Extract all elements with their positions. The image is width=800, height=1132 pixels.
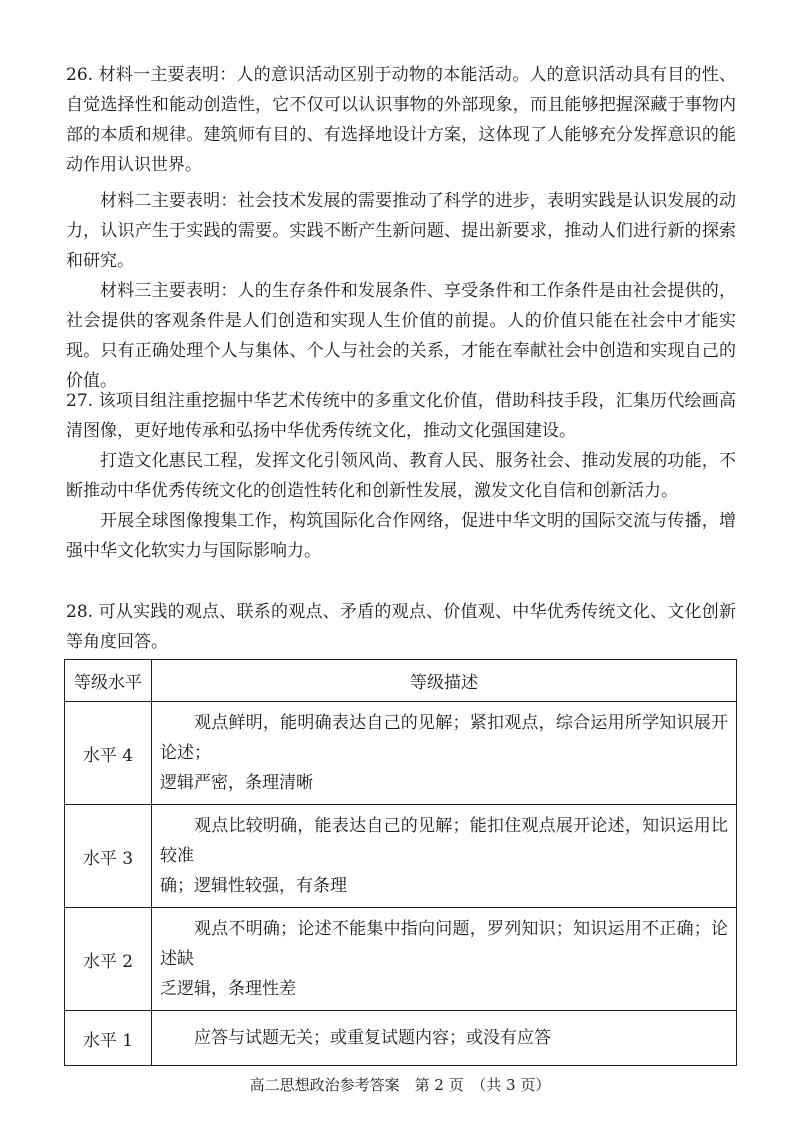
description-line: 观点比较明确，能表达自己的见解；能扣住观点展开论述，知识运用比较准 [160,816,728,866]
table-row [65,1011,737,1066]
level-cell: 水平 4 [65,702,152,805]
page-footer: 高二思想政治参考答案 第 2 页 （共 3 页） [249,1076,551,1094]
description-cell [152,805,737,908]
table-header-row [65,660,737,702]
q26-material-1: 26. 材料一主要表明：人的意识活动区别于动物的本能活动。人的意识活动具有目的性、自觉选择性和能动创造性，它不仅可以认识事物的外部现象，而且能够把握深藏于事物内部的本质和规律。建筑师有目的、有选择地设计方案，这体现了人能够充分发挥意识的能动作用认识世界。 [66,65,736,175]
header-description: 等级描述 [152,660,737,702]
description-line: 确；逻辑性较强，有条理 [160,876,347,896]
question-26 [66,60,736,396]
description-line: 观点鲜明，能明确表达自己的见解；紧扣观点，综合运用所学知识展开论述； [160,713,728,763]
q28-intro: 28. 可从实践的观点、联系的观点、矛盾的观点、价值观、中华优秀传统文化、文化创新等角度回答。 [66,602,736,652]
table-row [65,908,737,1011]
q26-material-2: 材料二主要表明：社会技术发展的需要推动了科学的进步，表明实践是认识发展的动力，认识产生于实践的需要。实践不断产生新问题、提出新要求，推动人们进行新的探索和研究。 [66,191,736,271]
question-28 [66,597,736,657]
table-row [65,702,737,805]
description-cell [152,1011,737,1066]
level-cell: 水平 3 [65,805,152,908]
grading-table [64,659,737,1066]
q26-material-3: 材料三主要表明：人的生存条件和发展条件、享受条件和工作条件是由社会提供的，社会提供的客观条件是人们创造和实现人生价值的前提。人的价值只能在社会中才能实现。只有正确处理个人与集体、个人与社会的关系，才能在奉献社会中创造和实现自己的价值。 [66,281,736,391]
q27-para-1: 27. 该项目组注重挖掘中华艺术传统中的多重文化价值，借助科技手段，汇集历代绘画高清图像，更好地传承和弘扬中华优秀传统文化，推动文化强国建设。 [66,391,736,441]
q27-para-3: 开展全球图像搜集工作，构筑国际化合作网络，促进中华文明的国际交流与传播，增强中华文化软实力与国际影响力。 [66,511,736,561]
header-level: 等级水平 [65,660,152,702]
description-line: 逻辑严密，条理清晰 [160,773,313,793]
level-cell: 水平 1 [65,1011,152,1066]
description-line: 乏逻辑，条理性差 [160,979,296,999]
description-cell [152,702,737,805]
question-27 [66,386,736,566]
description-cell [152,908,737,1011]
description-line: 应答与试题无关；或重复试题内容；或没有应答 [194,1028,551,1048]
description-line: 观点不明确；论述不能集中指向问题，罗列知识；知识运用不正确；论述缺 [160,919,728,969]
level-cell: 水平 2 [65,908,152,1011]
table-row [65,805,737,908]
q27-para-2: 打造文化惠民工程，发挥文化引领风尚、教育人民、服务社会、推动发展的功能，不断推动中华优秀传统文化的创造性转化和创新性发展，激发文化自信和创新活力。 [66,451,736,501]
